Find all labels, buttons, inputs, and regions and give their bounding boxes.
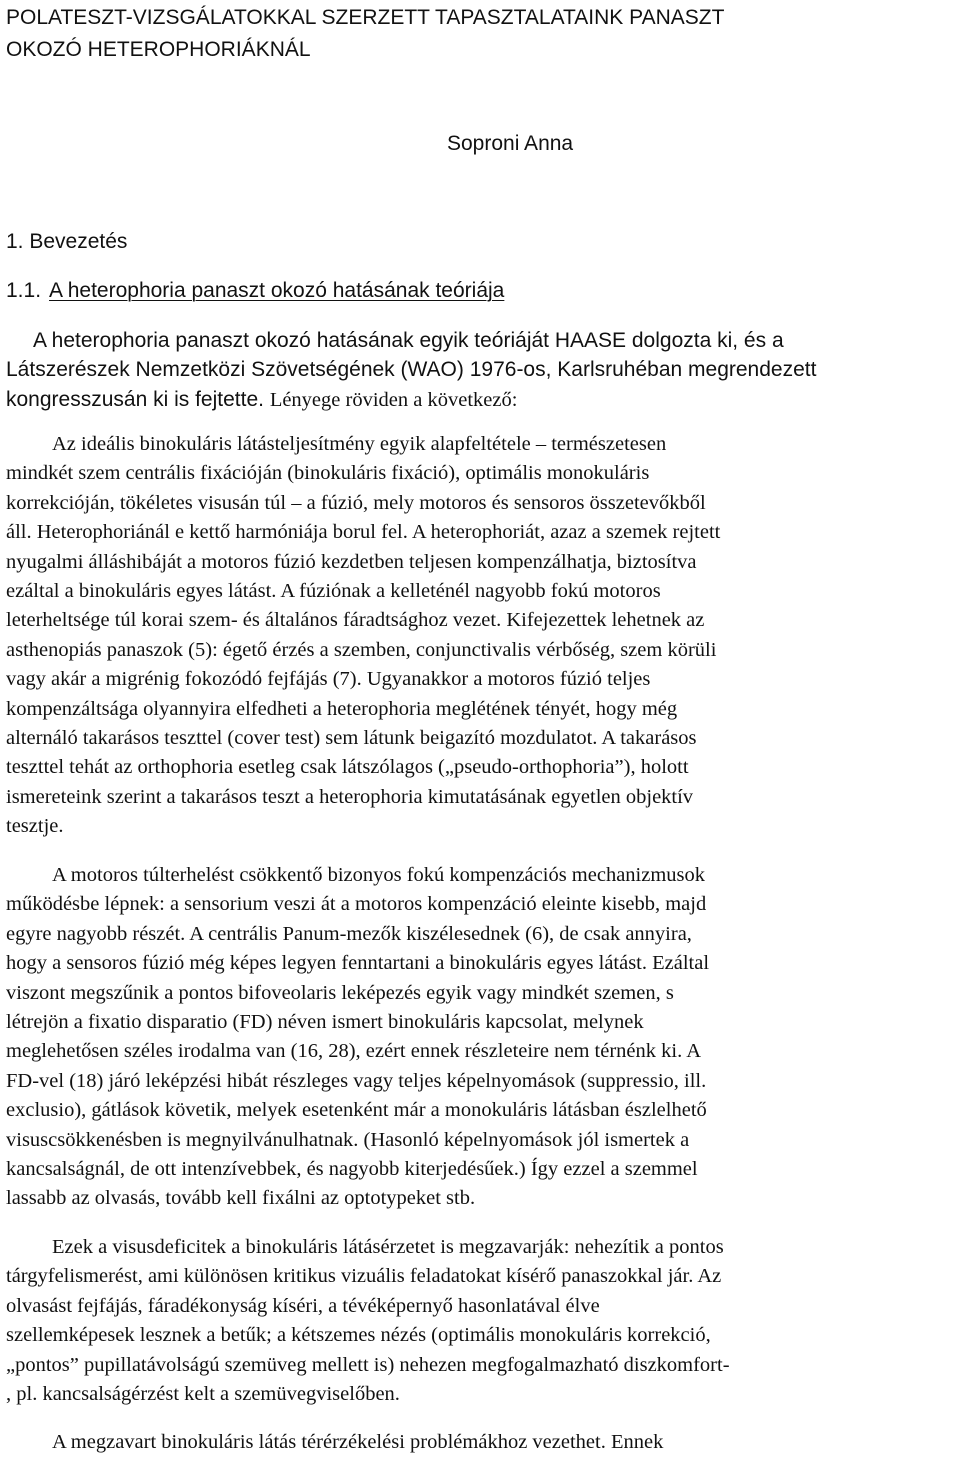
paragraph-1 xyxy=(6,430,720,841)
paragraph-line: tesztje. xyxy=(6,815,64,838)
paragraph-line: nyugalmi álláshibáját a motoros fúzió kezdetben teljesen kompenzálhatja, biztosítva xyxy=(6,550,697,573)
subsection-number: 1.1. xyxy=(6,279,42,302)
author-name: Soproni Anna xyxy=(447,132,574,155)
subsection-heading xyxy=(6,278,504,304)
paragraph-line: mindkét szem centrális fixációján (binokuláris fixáció), optimális monokuláris xyxy=(6,462,650,485)
intro-serif-tail: Lényege röviden a következő: xyxy=(269,388,518,411)
paragraph-line: exclusio), gátlások követik, melyek esetenként már a monokuláris látásban észlelhető xyxy=(6,1099,707,1122)
paragraph-line: meglehetősen széles irodalma van (16, 28), ezért ennek részleteire nem térnénk ki. A xyxy=(6,1040,702,1063)
section-heading: 1. Bevezetés xyxy=(6,230,128,253)
paragraph-line: egyre nagyobb részét. A centrális Panum-mezők kiszélesednek (6), de csak annyira, xyxy=(6,922,692,945)
paragraph-line: hogy a sensoros fúzió még képes legyen fenntartani a binokuláris egyes látást. Ezáltal xyxy=(6,952,710,975)
paragraph-line: kompenzáltsága olyannyira elfedheti a heterophoria meglétének tényét, hogy még xyxy=(6,697,678,720)
paragraph-line: leterheltsége túl korai szem- és általános fáradtsághoz vezet. Kifejezettek lehetnek az xyxy=(6,609,705,632)
paragraph-4 xyxy=(6,1428,663,1457)
paragraph-line: kancsalságnál, de ott intenzívebbek, és nagyobb kiterjedésűek.) Így ezzel a szemmel xyxy=(6,1157,698,1180)
paragraph-line: A megzavart binokuláris látás térérzékelési problémákhoz vezethet. Ennek xyxy=(52,1431,664,1453)
paragraph-line: áll. Heterophoriánál e kettő harmóniája borul fel. A heterophoriát, azaz a szemek rejtett xyxy=(6,521,721,544)
paragraph-line: FD-vel (18) járó leképzési hibát részleges vagy teljes képelnyomások (suppressio, ill. xyxy=(6,1069,707,1092)
paragraph-line: tárgyfelismerést, ami különösen kritikus vizuális feladatokat kísérő panaszokkal jár. Az xyxy=(6,1265,722,1288)
paragraph-line: ismereteink szerint a takarásos teszt a heterophoria kimutatásának egyetlen objektív xyxy=(6,785,694,808)
paragraph-3 xyxy=(6,1233,730,1409)
subsection-title: A heterophoria panaszt okozó hatásának teóriája xyxy=(49,279,505,302)
title-line: POLATESZT-VIZSGÁLATOKKAL SZERZETT TAPASZTALATAINK PANASZT xyxy=(6,6,725,29)
title-line: OKOZÓ HETEROPHORIÁKNÁL xyxy=(6,38,311,61)
paragraph-line: vagy akár a migrénig fokozódó fejfájás (7). Ugyanakkor a motoros fúzió teljes xyxy=(6,668,651,691)
paragraph-line: működésbe lépnek: a sensorium veszi át a motoros kompenzáció eleinte kisebb, majd xyxy=(6,893,707,916)
paragraph-line: létrejön a fixatio disparatio (FD) néven ismert binokuláris kapcsolat, melynek xyxy=(6,1010,644,1033)
paragraph-line: , pl. kancsalságérzést kelt a szemüvegviselőben. xyxy=(6,1382,400,1405)
intro-paragraph xyxy=(6,326,816,415)
paragraph-line: Ezek a visusdeficitek a binokuláris látásérzetet is megzavarják: nehezítik a pontos xyxy=(52,1236,724,1258)
paragraph-line: asthenopiás panaszok (5): égető érzés a szemben, conjunctivalis vérbőség, szem körüli xyxy=(6,638,717,661)
paragraph-line: visuscsökkenésben is megnyilvánulhatnak. (Hasonló képelnyomások jól ismertek a xyxy=(6,1128,690,1151)
paragraph-2 xyxy=(6,861,709,1214)
intro-line: Látszerészek Nemzetközi Szövetségének (WAO) 1976-os, Karlsruhéban megrendezett xyxy=(6,358,817,382)
intro-line: A heterophoria panaszt okozó hatásának egyik teóriáját HAASE dolgozta ki, és a xyxy=(33,329,784,352)
paragraph-line: lassabb az olvasás, tovább kell fixálni az optotypeket stb. xyxy=(6,1187,476,1210)
paragraph-line: szellemképesek lesznek a betűk; a kétszemes nézés (optimális monokuláris korrekció, xyxy=(6,1324,711,1347)
paragraph-line: „pontos” pupillatávolságú szemüveg mellett is) nehezen megfogalmazható diszkomfort- xyxy=(6,1353,730,1376)
paragraph-line: alternáló takarásos teszttel (cover test) sem látunk beigazító mozdulatot. A takarásos xyxy=(6,726,697,749)
paragraph-line: ezáltal a binokuláris egyes látást. A fúziónak a kelleténél nagyobb fokú motoros xyxy=(6,579,661,602)
paragraph-line: korrekcióján, tökéletes visusán túl – a fúzió, mely motoros és sensoros összetevőkből xyxy=(6,491,706,514)
paragraph-line: olvasást fejfájás, fáradékonyság kíséri, a tévéképernyő hasonlatával élve xyxy=(6,1294,600,1317)
paragraph-line: viszont megszűnik a pontos bifoveolaris leképezés egyik vagy mindkét szemen, s xyxy=(6,981,674,1004)
paragraph-line: A motoros túlterhelést csökkentő bizonyos fokú kompenzációs mechanizmusok xyxy=(52,864,706,886)
paragraph-line: Az ideális binokuláris látásteljesítmény egyik alapfeltétele – természetesen xyxy=(52,433,667,455)
paragraph-line: teszttel tehát az orthophoria esetleg csak látszólagos („pseudo-orthophoria”), holott xyxy=(6,756,689,779)
intro-line: kongresszusán ki is fejtette. Lényege röviden a következő: xyxy=(6,387,518,411)
document-title xyxy=(6,5,724,69)
